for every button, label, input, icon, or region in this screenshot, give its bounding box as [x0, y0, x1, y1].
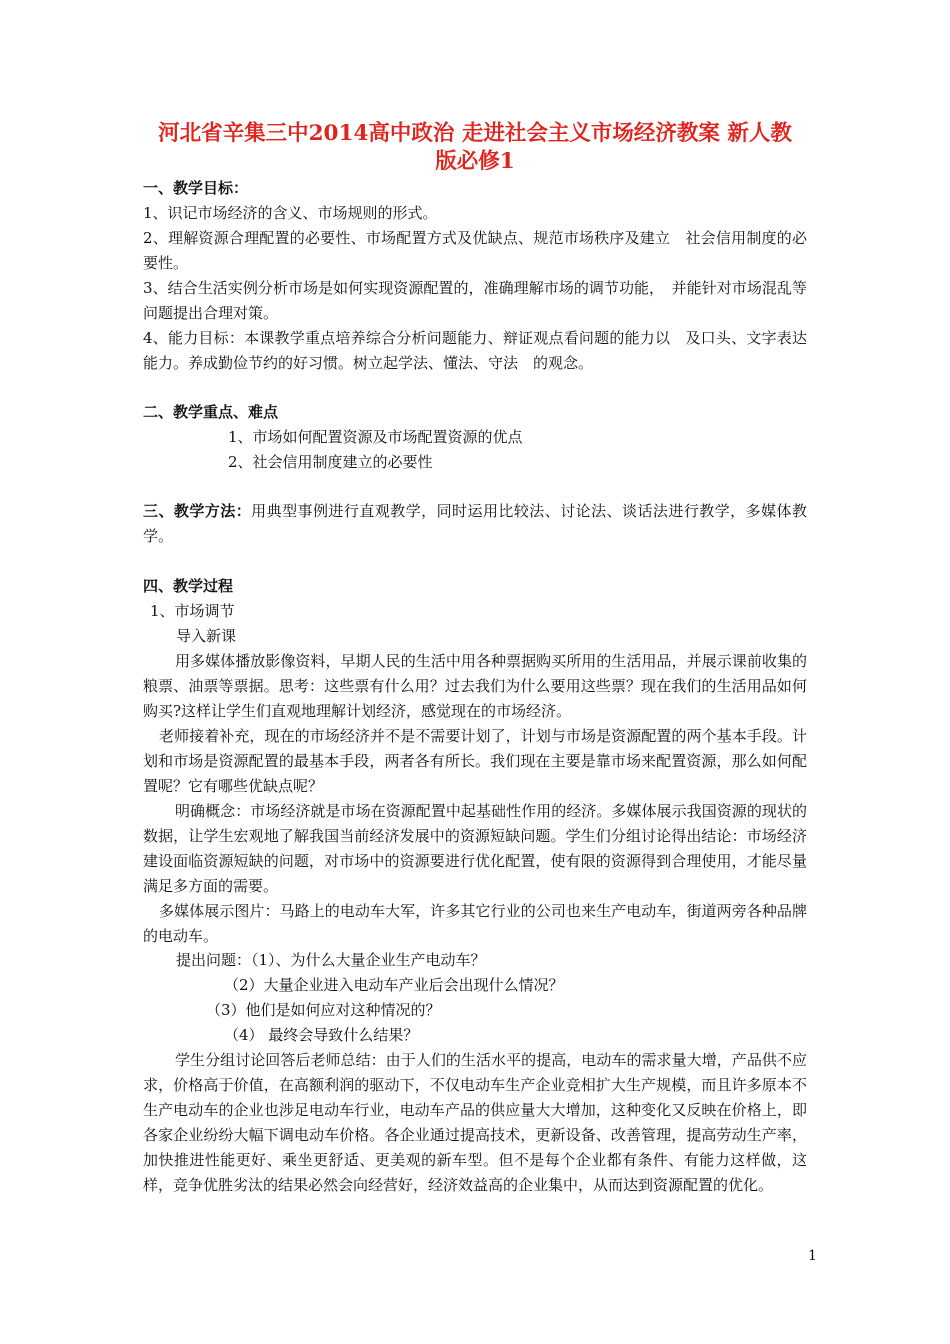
objective-3: 3、结合生活实例分析市场是如何实现资源配置的，准确理解市场的调节功能， 并能针对市场混乱等问题提出合理对策。: [143, 279, 807, 322]
section-1-heading: 一、教学目标：: [143, 179, 249, 197]
paragraph-3: 明确概念：市场经济就是市场在资源配置中起基础性作用的经济。多媒体展示我国资源的现状的数据，让学生宏观地了解我国当前经济发展中的资源短缺问题。学生们分组讨论得出结论：市场经济建设面临资源短缺的问题，对市场中的资源要进行优化配置，使有限的资源得到合理使用，才能尽量满足多方面的需要。: [143, 802, 807, 895]
paragraph-5: 学生分组讨论回答后老师总结：由于人们的生活水平的提高，电动车的需求量大增，产品供不应求，价格高于价值，在高额利润的驱动下，不仅电动车生产企业竞相扩大生产规模，而且许多原本不生产电动车的企业也涉足电动车行业，电动车产品的供应量大大增加，这种变化又反映在价格上，即各家企业纷纷大幅下调电动车价格。各企业通过提高技术，更新设备、改善管理，提高劳动生产率，加快推进性能更好、乘坐更舒适、更美观的新车型。但不是每个企业都有条件、有能力这样做，这样，竞争优胜劣汰的结果必然会向经营好，经济效益高的企业集中，从而达到资源配置的优化。: [143, 1051, 807, 1194]
question-4: （4） 最终会导致什么结果？: [224, 1026, 419, 1044]
section-3: [143, 499, 807, 549]
subsection-market-regulation: 1、市场调节: [150, 602, 235, 620]
document-title: [140, 120, 810, 176]
key-point-2: 2、社会信用制度建立的必要性: [228, 453, 433, 471]
objective-1: 1、识记市场经济的含义、市场规则的形式。: [143, 204, 438, 222]
question-2: （2）大量企业进入电动车产业后会出现什么情况？: [224, 976, 564, 994]
section-3-text: 用典型事例进行直观教学，同时运用比较法、讨论法、谈话法进行教学，多媒体教学。: [143, 502, 807, 545]
paragraph-2: 老师接着补充，现在的市场经济并不是不需要计划了，计划与市场是资源配置的两个基本手段。计划和市场是资源配置的最基本手段，两者各有所长。我们现在主要是靠市场来配置资源，那么如何配置呢？它有哪些优缺点呢？: [143, 727, 807, 795]
page-number: 1: [808, 1248, 817, 1264]
question-1: 提出问题：（1）、为什么大量企业生产电动车？: [176, 951, 486, 969]
intro-new-lesson: 导入新课: [176, 627, 237, 645]
objective-2: 2、理解资源合理配置的必要性、市场配置方式及优缺点、规范市场秩序及建立 社会信用制度的必要性。: [143, 229, 807, 272]
section-2-heading: 二、教学重点、难点: [143, 403, 279, 421]
paragraph-4: 多媒体展示图片：马路上的电动车大军，许多其它行业的公司也来生产电动车，街道两旁各种品牌的电动车。: [143, 902, 807, 945]
section-4-heading: 四、教学过程: [143, 577, 234, 595]
section-3-heading: 三、教学方法：: [143, 502, 252, 520]
key-point-1: 1、市场如何配置资源及市场配置资源的优点: [228, 428, 523, 446]
title-line-2: 版必修1: [435, 149, 515, 174]
question-3: （3）他们是如何应对这种情况的？: [206, 1001, 441, 1019]
objective-4: 4、能力目标：本课教学重点培养综合分析问题能力、辩证观点看问题的能力以 及口头、文字表达能力。养成勤俭节约的好习惯。树立起学法、懂法、守法 的观念。: [143, 329, 807, 372]
title-line-1: 河北省辛集三中2014高中政治 走进社会主义市场经济教案 新人教: [158, 121, 792, 146]
paragraph-1: 用多媒体播放影像资料，早期人民的生活中用各种票据购买所用的生活用品，并展示课前收集的粮票、油票等票据。思考：这些票有什么用？过去我们为什么要用这些票？现在我们的生活用品如何购买?这样让学生们直观地理解计划经济，感觉现在的市场经济。: [143, 652, 807, 720]
